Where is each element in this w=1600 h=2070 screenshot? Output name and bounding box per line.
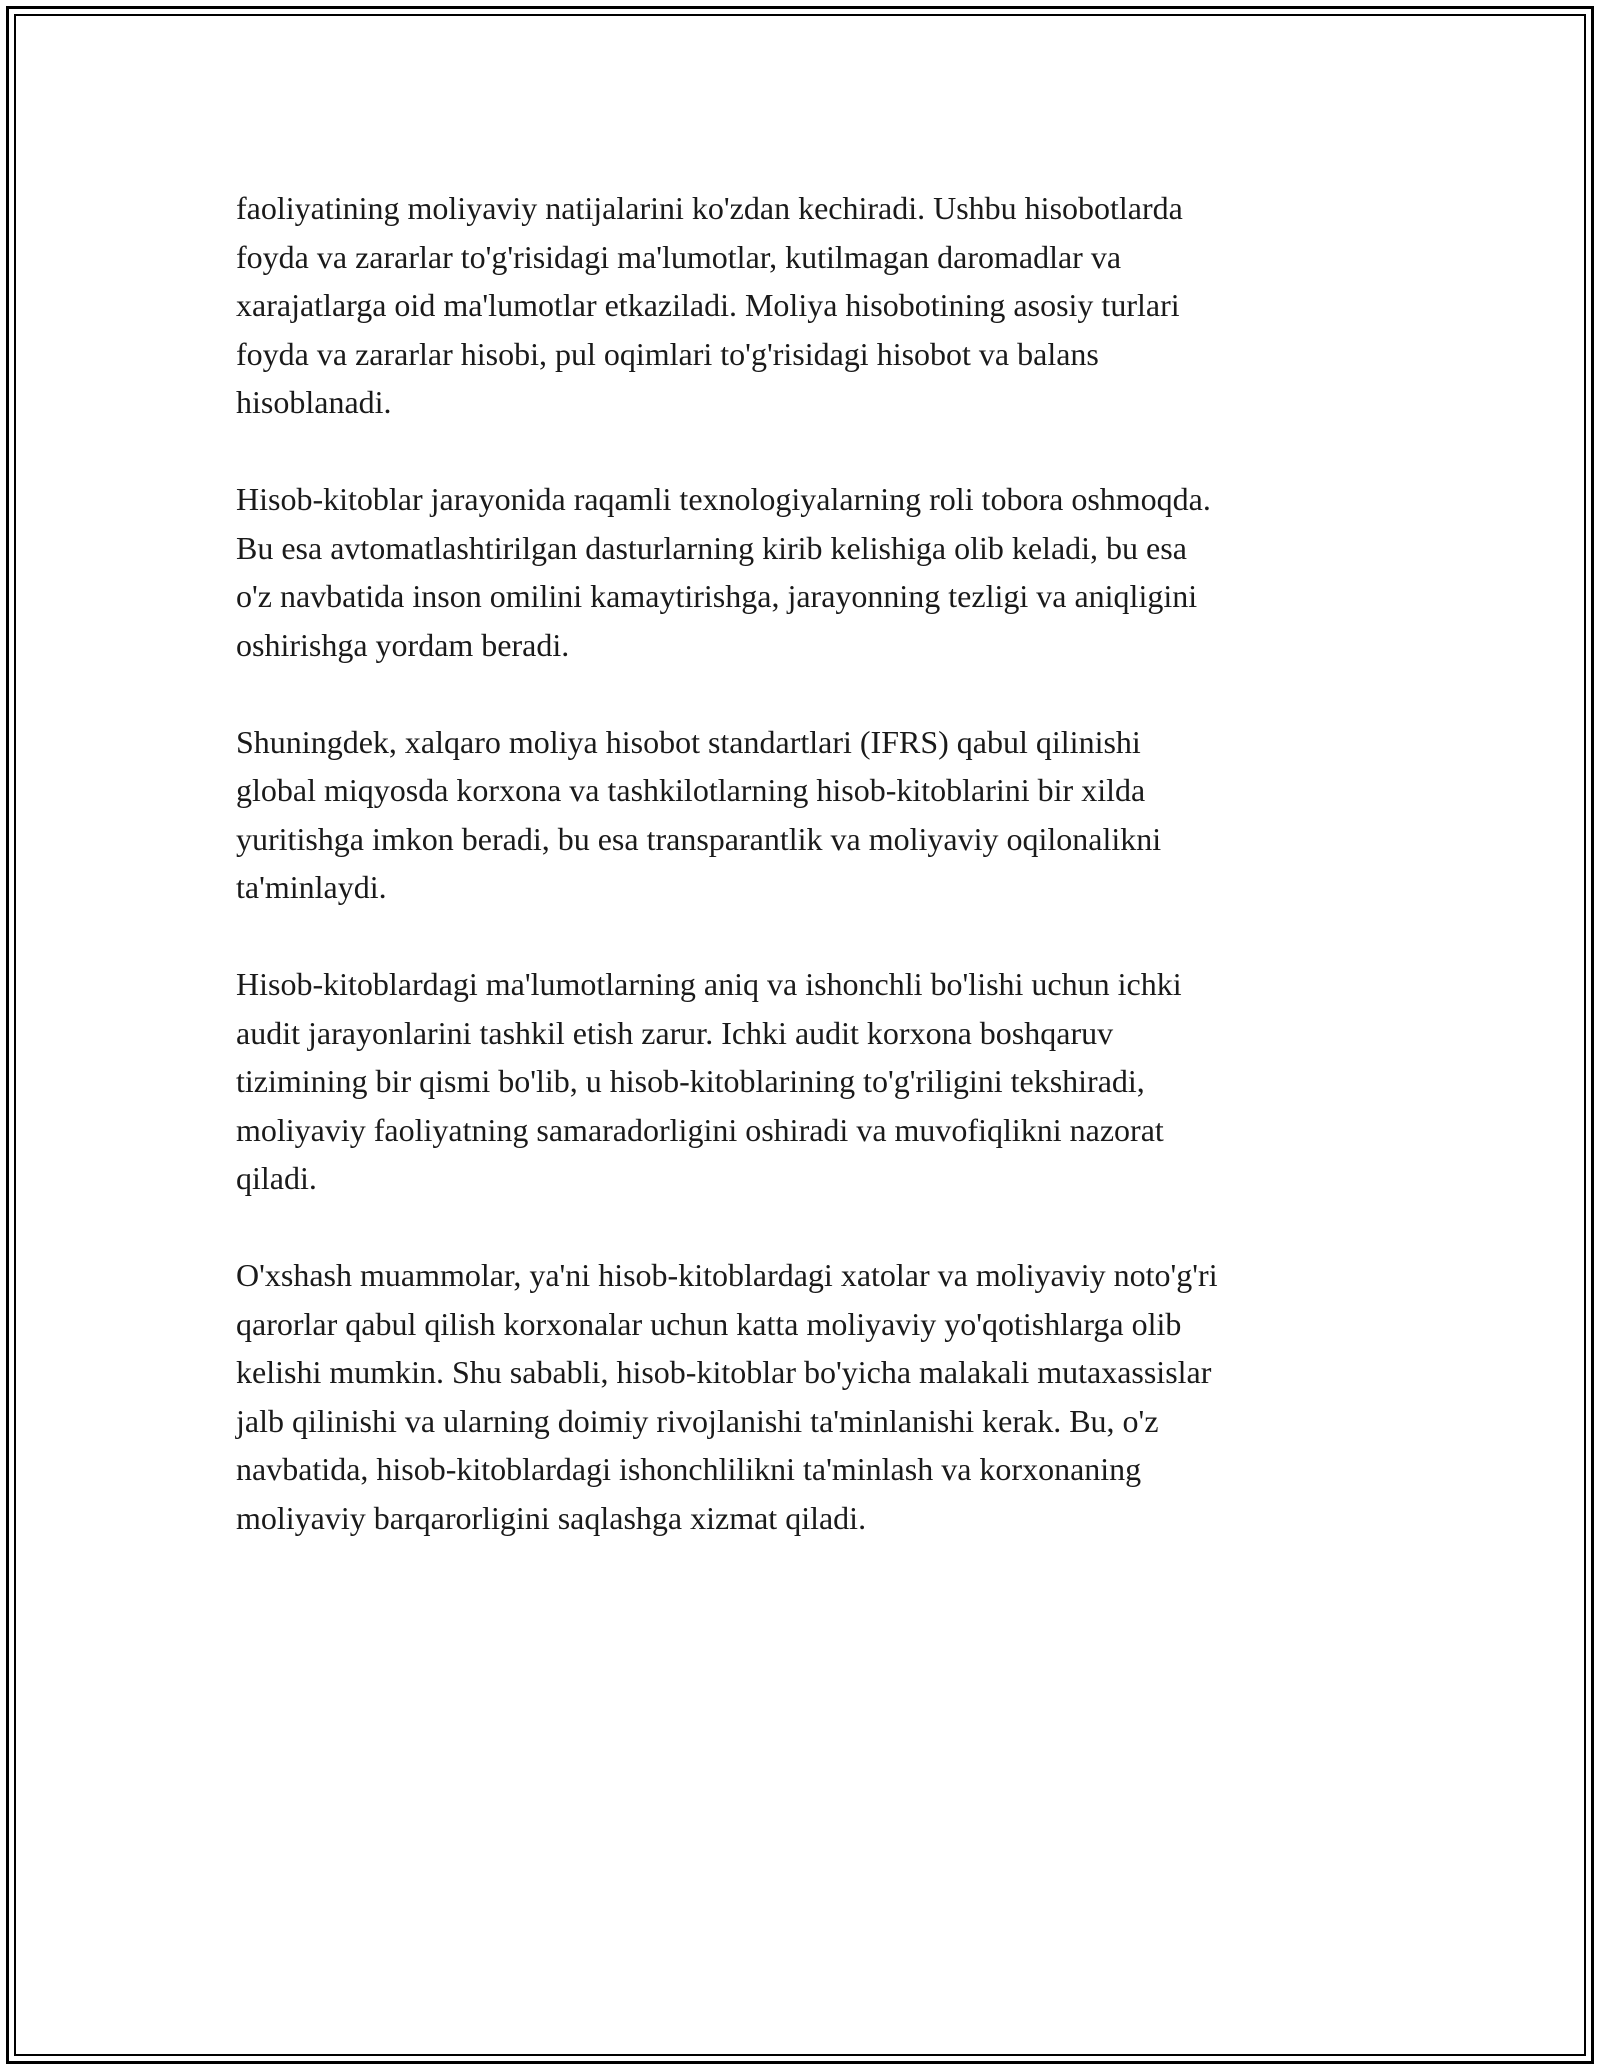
text-line: faoliyatining moliyaviy natijalarini ko'zdan kechiradi. Ushbu hisobotlarda <box>236 190 1183 226</box>
paragraph-financial-reports <box>236 184 1386 427</box>
text-line: qarorlar qabul qilish korxonalar uchun katta moliyaviy yo'qotishlarga olib <box>236 1305 1182 1342</box>
text-line: oshirishga yordam beradi. <box>236 626 570 663</box>
text-line: kelishi mumkin. Shu sababli, hisob-kitoblar bo'yicha malakali mutaxassislar <box>236 1354 1212 1390</box>
text-line: ta'minlaydi. <box>236 869 387 905</box>
text-line: o'z navbatida inson omilini kamaytirishga, jarayonning tezligi va aniqligini <box>236 578 1198 614</box>
text-line: navbatida, hisob-kitoblardagi ishonchlilikni ta'minlash va korxonaning <box>236 1451 1142 1487</box>
text-line: global miqyosda korxona va tashkilotlarning hisob-kitoblarini bir xilda <box>236 772 1146 808</box>
text-line: audit jarayonlarini tashkil etish zarur. Ichki audit korxona boshqaruv <box>236 1014 1114 1051</box>
text-line: Bu esa avtomatlashtirilgan dasturlarning kirib kelishiga olib keladi, bu esa <box>236 529 1187 566</box>
text-line: O'xshash muammolar, ya'ni hisob-kitoblardagi xatolar va moliyaviy noto'g'ri <box>236 1257 1218 1293</box>
paragraph-ifrs-standards <box>236 718 1386 912</box>
paragraph-internal-audit <box>236 960 1386 1203</box>
text-line: foyda va zararlar hisobi, pul oqimlari to'g'risidagi hisobot va balans <box>236 335 1099 372</box>
text-line: Hisob-kitoblar jarayonida raqamli texnologiyalarning roli tobora oshmoqda. <box>236 481 1211 517</box>
text-line: Shuningdek, xalqaro moliya hisobot standartlari (IFRS) qabul qilinishi <box>236 723 1141 760</box>
text-line: tizimining bir qismi bo'lib, u hisob-kitoblarining to'g'riligini tekshiradi, <box>236 1063 1145 1099</box>
text-line: qiladi. <box>236 1160 317 1196</box>
text-line: yuritishga imkon beradi, bu esa transparantlik va moliyaviy oqilonalikni <box>236 820 1162 857</box>
text-line: moliyaviy faoliyatning samaradorligini oshiradi va muvofiqlikni nazorat <box>236 1111 1164 1148</box>
text-line: moliyaviy barqarorligini saqlashga xizmat qiladi. <box>236 1499 867 1536</box>
text-line: hisoblanadi. <box>236 384 392 420</box>
text-line: xarajatlarga oid ma'lumotlar etkaziladi. Moliya hisobotining asosiy turlari <box>236 287 1180 323</box>
text-line: jalb qilinishi va ularning doimiy rivojlanishi ta'minlanishi kerak. Bu, o'z <box>236 1402 1159 1439</box>
paragraph-errors-and-specialists <box>236 1251 1386 1542</box>
paragraph-digital-technologies <box>236 475 1386 669</box>
document-body <box>236 184 1386 1591</box>
text-line: Hisob-kitoblardagi ma'lumotlarning aniq va ishonchli bo'lishi uchun ichki <box>236 966 1182 1002</box>
text-line: foyda va zararlar to'g'risidagi ma'lumotlar, kutilmagan daromadlar va <box>236 238 1122 275</box>
